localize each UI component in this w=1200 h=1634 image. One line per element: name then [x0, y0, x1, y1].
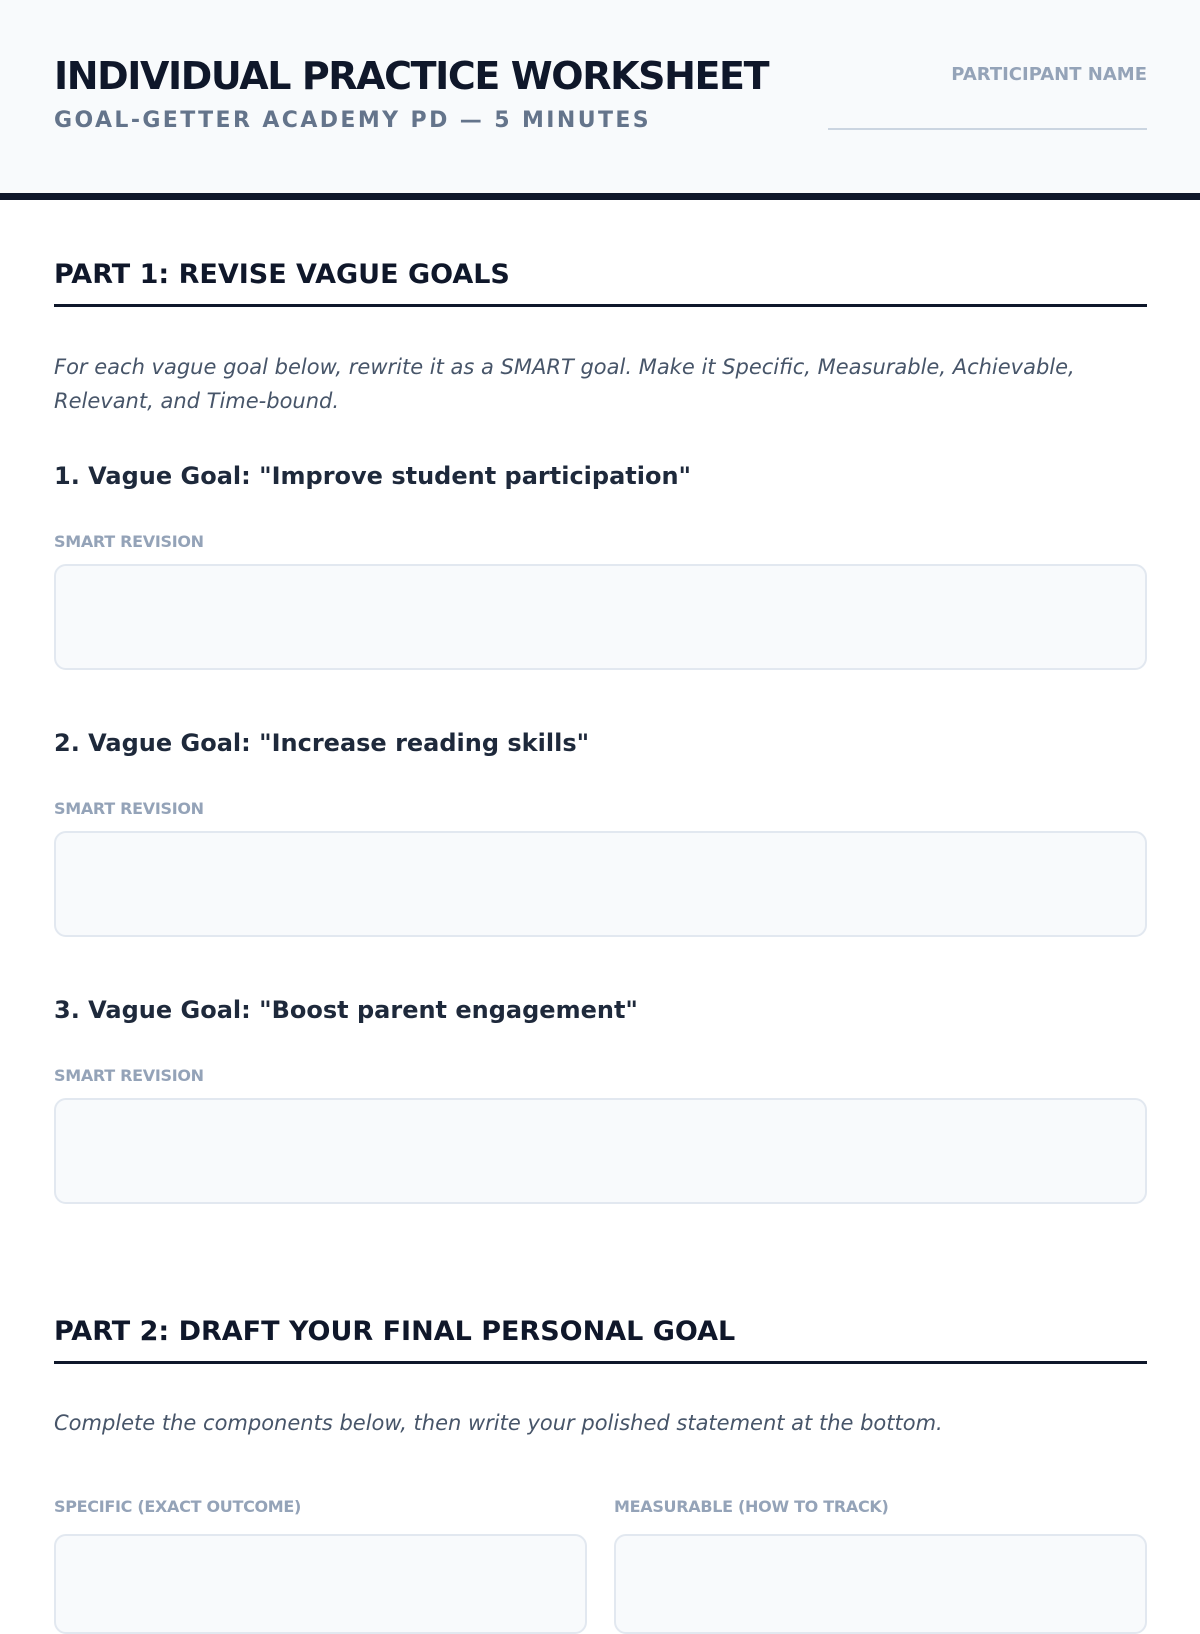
part1-instructions: For each vague goal below, rewrite it as a SMART goal. Make it Specific, Measurable, Achievable, Relevant, and Time-bound.	[54, 355, 1075, 413]
smart-revision-label-2: SMART REVISION	[54, 799, 204, 818]
vague-goal-3: 3. Vague Goal: "Boost parent engagement"	[54, 996, 638, 1024]
worksheet-header	[0, 0, 1200, 200]
part2-heading: PART 2: DRAFT YOUR FINAL PERSONAL GOAL	[54, 1314, 1147, 1364]
participant-name-label: PARTICIPANT NAME	[951, 64, 1147, 85]
worksheet-title: INDIVIDUAL PRACTICE WORKSHEET	[54, 54, 769, 98]
vague-goal-1: 1. Vague Goal: "Improve student participation"	[54, 462, 692, 490]
part1-heading: PART 1: REVISE VAGUE GOALS	[54, 257, 1147, 307]
specific-field-label: SPECIFIC (EXACT OUTCOME)	[54, 1497, 302, 1516]
vague-goal-2: 2. Vague Goal: "Increase reading skills"	[54, 729, 590, 757]
measurable-input[interactable]	[614, 1534, 1147, 1634]
measurable-field-label: MEASURABLE (HOW TO TRACK)	[614, 1497, 889, 1516]
smart-revision-input-1[interactable]	[54, 564, 1147, 670]
worksheet-subtitle: GOAL-GETTER ACADEMY PD — 5 MINUTES	[54, 108, 652, 133]
specific-input[interactable]	[54, 1534, 587, 1634]
smart-revision-label-3: SMART REVISION	[54, 1066, 204, 1085]
smart-revision-input-3[interactable]	[54, 1098, 1147, 1204]
participant-name-line[interactable]	[828, 128, 1147, 130]
smart-revision-label-1: SMART REVISION	[54, 532, 204, 551]
smart-revision-input-2[interactable]	[54, 831, 1147, 937]
part2-instructions: Complete the components below, then write your polished statement at the bottom.	[54, 1411, 943, 1435]
